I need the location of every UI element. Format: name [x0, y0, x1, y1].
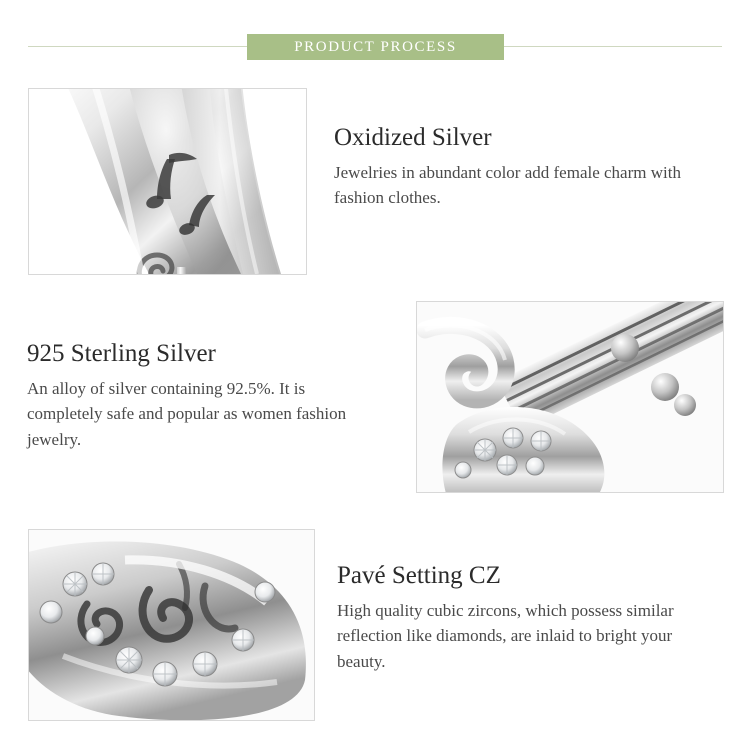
sterling-silver-body: An alloy of silver containing 92.5%. It is completely safe and popular as women fashion jewelry.	[27, 378, 347, 450]
sterling-silver-illustration	[417, 302, 723, 492]
pave-setting-cz-text-block	[337, 562, 709, 675]
oxidized-silver-illustration	[29, 89, 306, 274]
pave-setting-cz-title: Pavé Setting CZ	[337, 562, 501, 589]
page-header	[0, 34, 750, 60]
oxidized-silver-charm-photo	[28, 88, 307, 275]
page-title: PRODUCT PROCESS	[294, 38, 457, 55]
oxidized-silver-title: Oxidized Silver	[334, 124, 492, 151]
oxidized-silver-body: Jewelries in abundant color add female charm with fashion clothes.	[334, 162, 681, 208]
sterling-silver-text-block	[27, 340, 377, 453]
pave-setting-cz-charm-photo	[28, 529, 315, 721]
pave-setting-cz-body: High quality cubic zircons, which possess similar reflection like diamonds, are inlaid to bright your beauty.	[337, 600, 674, 672]
page-title-badge	[247, 34, 504, 60]
oxidized-silver-text-block	[334, 124, 704, 211]
sterling-silver-charm-photo	[416, 301, 724, 493]
pave-setting-cz-illustration	[29, 530, 314, 720]
sterling-silver-title: 925 Sterling Silver	[27, 340, 216, 367]
